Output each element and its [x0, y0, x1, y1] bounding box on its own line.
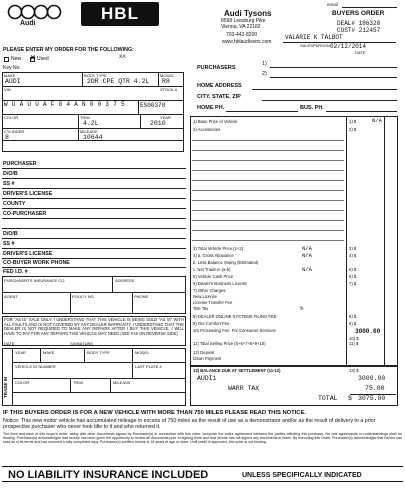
line-7-label: 7) Other Charges: [193, 288, 227, 293]
hbl-logo [81, 2, 159, 26]
line-5-label: 5) Vehicle Cash Price [193, 274, 234, 279]
purchaser-1-label: 1) [262, 61, 267, 67]
agreement-fine-print: The front and back of this buyer's order, along with other documents signed by Purchaser(s) in connection with this order, comprise the entire agreement between the parties affecting this purchase. No oral agreements or understandings shall be binding. Purchaser(s) acknowledges that he/she has been given the opportunity to review all documents prior to signing them and that he/she has not signed any documents in blank. By executing this Order, Purchaser(s) acknowledges that he/she has read all of its terms and has received a fully completed copy. Purchaser(s) certifies he/she is 18 years of age or older. Until credit is approved, this order is not binding. [3, 432, 402, 445]
mileage-label: MILEAGE [80, 129, 98, 134]
audi-wordmark: Audi [20, 20, 36, 27]
purchaser-2-label: 2) [262, 71, 267, 77]
line-7c-label: Title Tax [193, 306, 209, 311]
insurance-phone-label: PHONE [134, 294, 149, 299]
line-3-label: 3) Total Vehicle Price (1+2) [193, 246, 244, 251]
line-8-col: 8) $ [349, 314, 357, 319]
fed-id-label: FED I.D. # [3, 269, 28, 275]
trade-body-label: BODY TYPE [87, 350, 110, 355]
line-12-label: 12) Deposit [193, 350, 215, 355]
key-no-label: Key No. [3, 65, 21, 71]
cylinder-label: CYLINDER [4, 129, 25, 134]
dob2-label: D/O/B [3, 231, 18, 237]
audi1-amount: 3000.00 [358, 375, 386, 382]
line-4c-na: N/A [302, 266, 312, 273]
home-address-label: HOME ADDRESS [197, 83, 242, 89]
as-is-disclaimer: FOR "AS IS" SALE ONLY: I UNDERSTAND THAT THIS VEHICLE IS BEING SOLD "AS IS" WITH ALL FAULTS AND IS NOT COVERED BY ANY DEALER WARRANTY. I UNDERSTAND THAT THE DEALER IS NOT REQUIRED TO MAKE ANY REPAIRS AFTER I BUY THIS VEHICLE. I WILL HAVE TO PAY FOR ANY REPAIRS THIS VEHICLE MAY NEED (SEE #16 ON REVERSE SIDE) [4, 317, 184, 337]
trade-year-label: YEAR [15, 350, 26, 355]
date-label: DATE [355, 50, 366, 55]
line-10-label: 10) Processing Fee: For Consumer Services [193, 328, 276, 333]
line-7a-label: New License [193, 294, 217, 299]
body-type-value: 2DR CPE QTR 4.2L [87, 78, 150, 85]
drivers-license2-label: DRIVER'S LICENSE [3, 251, 53, 257]
notice-heading: IF THIS BUYERS ORDER IS FOR A NEW VEHICLE WITH MORE THAN 750 MILES PLEASE READ THIS NOTICE. [3, 410, 306, 416]
audi-rings-icon [6, 4, 66, 20]
bus-phone-label: BUS. PH. [300, 105, 324, 111]
body-type-label: BODY TYPE [84, 73, 107, 78]
line-4a-label: 4) a. Gross Allowance [193, 253, 234, 258]
email-label: email [327, 2, 338, 7]
trade-make-label: MAKE [43, 350, 55, 355]
make-label: MAKE [4, 73, 16, 78]
line-13-label: 13) BALANCE DUE AT SETTLEMENT (11-12) [193, 368, 281, 373]
home-phone-label: HOME PH. [197, 105, 225, 111]
date-sig-label: DATE [4, 341, 15, 346]
line-4b-label: b. Less Balance Owing (Estimated) [193, 260, 259, 265]
trade-mileage-label: MILEAGE [113, 380, 131, 385]
trade-vin-label: VEHICLE ID NUMBER [15, 364, 56, 369]
agent-label: AGENT [4, 294, 18, 299]
xx-mark: XX [119, 53, 126, 60]
dealer-web: www.hblaudisons.com [222, 39, 272, 45]
model-label: MODEL [160, 73, 175, 78]
trim-value: 4.2L [83, 120, 99, 127]
insurance-banner-small: UNLESS SPECIFICALLY INDICATED [242, 472, 362, 479]
line-6-label: 6) Dealer's Business License [193, 281, 247, 286]
insurance-company-label: PURCHASER'S INSURANCE CO. [4, 278, 66, 283]
line-2-col: 2) $ [349, 127, 357, 132]
dealer-name: Audi Tysons [224, 9, 272, 18]
county-label: COUNTY [3, 201, 26, 207]
ss-label: SS # [3, 181, 15, 187]
dealer-phone: 703-442-8200 [226, 32, 258, 38]
insurance-address-label: ADDRESS [115, 278, 135, 283]
vin-label: VIN [4, 87, 11, 92]
line-11-label: 11) Total Selling Price (5+6+7+8+9+10) [193, 341, 266, 346]
audi-logo [6, 4, 66, 26]
title-tax-pct: % [300, 305, 304, 312]
salesperson-label: SALESPERSON [300, 43, 330, 48]
date-value: 02/12/2014 [330, 43, 367, 50]
ss2-label: SS # [3, 241, 15, 247]
deal-number: DEAL# 186320 [337, 20, 381, 27]
trade-model-label: MODEL [135, 350, 150, 355]
line-12b-label: Down Payment [193, 356, 222, 361]
buyers-order-title: BUYERS ORDER [332, 10, 385, 17]
co-buyer-phone-label: CO-BUYER WORK PHONE [3, 260, 70, 266]
insurance-banner [2, 466, 403, 482]
vin-value: W U A U U A F G 4 A N 0 0 3 7 5 [4, 101, 125, 108]
purchaser-label: PURCHASER [3, 161, 37, 167]
trade-in-label: TRADE IN [3, 376, 8, 398]
audi1-label: AUDI1 [197, 375, 217, 382]
line-4c-label: c. Net Trade-in (a-b) [193, 267, 231, 272]
total-dollar: $ [348, 395, 352, 402]
warr-tax-amount: 75.00 [365, 385, 385, 392]
line-1-col: 1) $ [349, 119, 357, 124]
customer-number: CUST# 212457 [337, 27, 381, 34]
line-13-col: 13) $ [349, 368, 359, 373]
trade-plate-label: LAST PLATE # [135, 364, 162, 369]
trade-color-label: COLOR [15, 380, 30, 385]
line-2-label: 2) Accessories [193, 127, 221, 132]
dealer-address1: 8598 Leesburg Pike [221, 18, 266, 24]
dob-label: D/O/B [3, 171, 18, 177]
drivers-license-label: DRIVER'S LICENSE [3, 191, 53, 197]
line-4a-col: 4) $ [349, 253, 357, 258]
color-label: COLOR [4, 115, 19, 120]
line-10-col: 10) $ [349, 336, 359, 341]
total-amount: 3075.00 [358, 395, 386, 402]
co-purchaser-label: CO-PURCHASER [3, 211, 47, 217]
year-value: 2010 [150, 120, 166, 127]
line-5-col: 6) $ [349, 274, 357, 279]
year-label: YEAR [160, 115, 171, 120]
line-4a-na: N/A [302, 252, 312, 259]
total-label: TOTAL [318, 395, 338, 402]
line-6-col: 7) $ [349, 281, 357, 286]
stock-value: ES00378 [140, 102, 166, 109]
line-3-col: 3) $ [349, 246, 357, 251]
policy-label: POLICY NO. [72, 294, 95, 299]
mileage-value: 10644 [83, 134, 103, 141]
signature-label: SIGNATURE [70, 341, 94, 346]
insurance-banner-text: NO LIABILITY INSURANCE INCLUDED [8, 469, 209, 481]
purchasers-label: PURCHASERS [197, 65, 236, 71]
used-check-mark: ✕ [30, 55, 36, 62]
notice-body: Notice: This new motor vehicle has accumulated mileage in excess of 750 miles as the result of use as a demonstrator and/or as the result of delivery to a prior prospective purchaser who never took title to it and who returned it. [3, 418, 376, 431]
trim-label: TRIM [80, 115, 90, 120]
stock-label: STOCK # [160, 87, 178, 92]
line-11-col: 11) $ [349, 341, 359, 346]
model-value: R8 [162, 78, 170, 85]
line-1-label: 1) Base Price of Vehicle [193, 119, 238, 124]
salesperson-value: VALARIE K TALBOT [285, 34, 343, 41]
new-label: New [11, 56, 22, 62]
used-label: Used [37, 56, 49, 62]
line-7b-label: License Transfer Fee [193, 300, 233, 305]
warr-tax-label: WARR TAX [228, 385, 260, 392]
line-4c-col: 5) $ [349, 267, 357, 272]
please-enter-order: PLEASE ENTER MY ORDER FOR THE FOLLOWING: [3, 47, 134, 53]
line-1-na: N/A [372, 117, 382, 124]
trade-trim-label: TRIM [73, 380, 83, 385]
city-state-zip-label: CITY, STATE, ZIP [197, 94, 241, 100]
hbl-wordmark: HBL [101, 4, 139, 23]
new-checkbox[interactable] [4, 57, 9, 62]
line-9-label: 9) Our Comfort Fee [193, 321, 230, 326]
dealer-address2: Vienna, VA 22182 [221, 24, 261, 30]
line-9-col: 9) $ [349, 321, 357, 326]
line-3-na: N/A [302, 245, 312, 252]
cylinder-value: 8 [5, 134, 9, 141]
trade-in-box [2, 348, 186, 406]
make-value: AUDI [5, 78, 21, 85]
line-8-label: 8) DEALER ONLINE SYSTEMS FILING FEE [193, 314, 277, 319]
amount-3000: 3000.00 [355, 328, 381, 335]
